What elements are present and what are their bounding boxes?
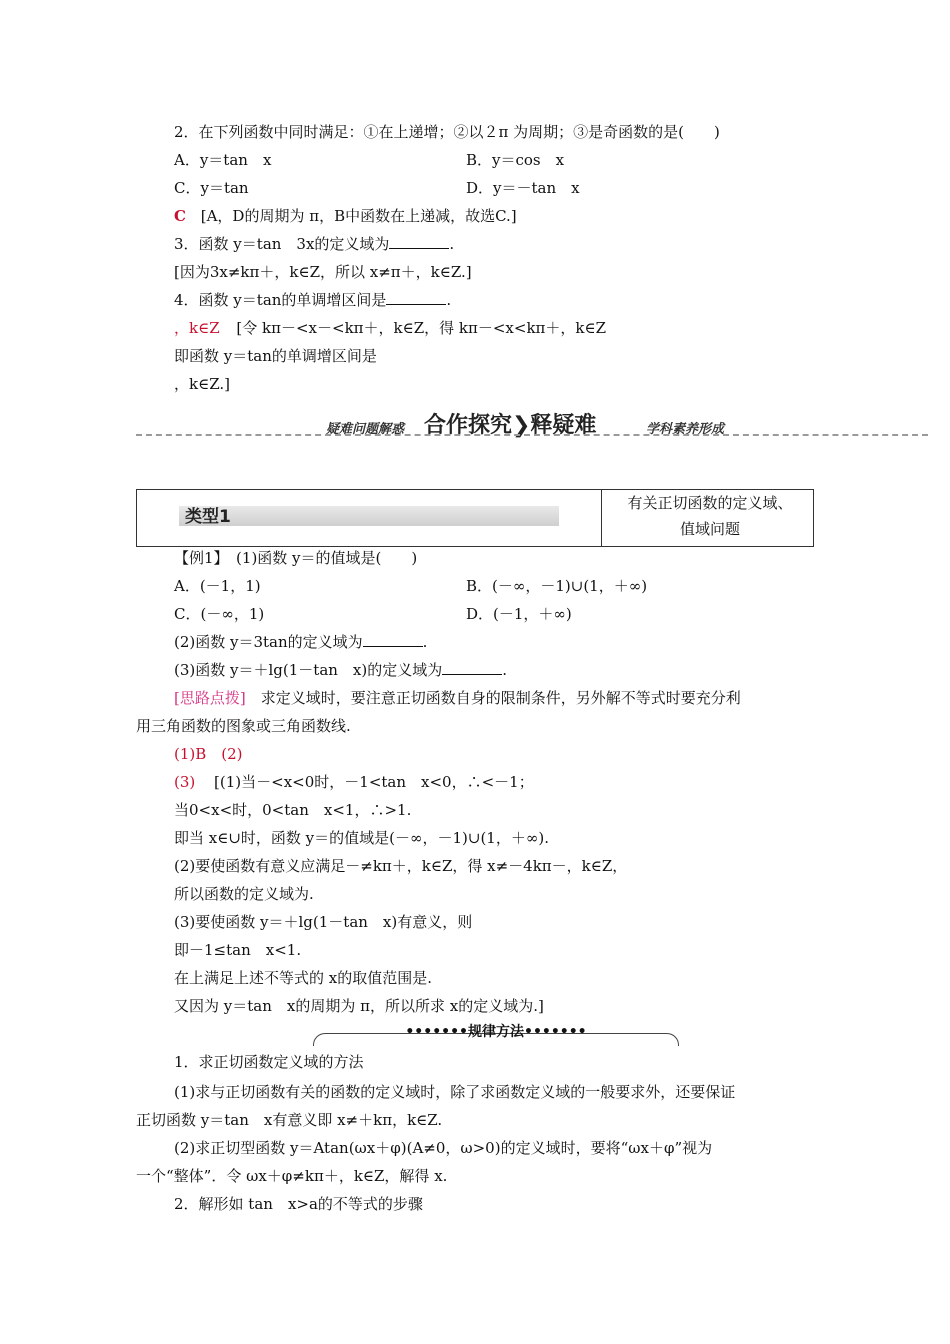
hint-label: [思路点拨] xyxy=(174,689,246,707)
hint-text-line2: 用三角函数的图象或三角函数线. xyxy=(136,717,351,735)
q3-stem-line xyxy=(174,234,454,254)
type-title-line2: 值域问题 xyxy=(679,520,740,538)
solution-text-1: [(1)当－<x<0时，－1<tan x<0，∴<－1； xyxy=(214,773,534,791)
hint-text: 求定义域时，要注意正切函数自身的限制条件，另外解不等式时要充分利 xyxy=(245,689,741,707)
q4-explanation: [令 kπ－<x－<kπ＋，k∈Z，得 kπ－<x<kπ＋，k∈Z xyxy=(236,319,607,337)
answer-blank xyxy=(442,660,502,675)
method-heading-2: 2．解形如 tan x>a的不等式的步骤 xyxy=(174,1195,423,1213)
solution-answers-1-2: (1)B (2) xyxy=(174,745,243,763)
type-title xyxy=(607,490,813,542)
q2-option-d: D．y＝－tan x xyxy=(466,179,580,197)
method-para2-line1: (2)求正切型函数 y＝Atan(ωx＋φ)(A≠0，ω>0)的定义域时，要将“ωx＋φ”视为 xyxy=(174,1139,713,1157)
type-title-line1: 有关正切函数的定义域、 xyxy=(627,494,793,512)
method-para1-line2: 正切函数 y＝tan x有意义即 x≠＋kπ，k∈Z. xyxy=(136,1111,443,1129)
solution-line5: 所以函数的定义域为. xyxy=(174,885,314,903)
banner-dashed-rule xyxy=(136,434,928,436)
q2-stem: 2．在下列函数中同时满足：①在上递增；②以２π 为周期；③是奇函数的是( ) xyxy=(174,123,720,141)
type-label-bar xyxy=(179,506,559,526)
q2-explanation: [A，D的周期为 π，B中函数在上递减，故选C.] xyxy=(200,207,517,225)
solution-line9: 又因为 y＝tan x的周期为 π，所以所求 x的定义域为.] xyxy=(174,997,544,1015)
q3-stem: 3．函数 y＝tan 3x的定义域为 xyxy=(174,235,390,253)
method-para2-line2: 一个“整体”．令 ωx＋φ≠kπ＋，k∈Z，解得 x. xyxy=(136,1167,448,1185)
q4-stem-line xyxy=(174,290,451,310)
banner-left-caption: 疑难问题解惑 xyxy=(326,422,405,437)
q2-option-b: B．y＝cos x xyxy=(466,151,565,169)
method-heading-1: 1．求正切函数定义域的方法 xyxy=(174,1053,364,1071)
q4-answer-line xyxy=(174,318,606,338)
type-label: 类型1 xyxy=(185,507,231,527)
method-title: •••••••规律方法••••••• xyxy=(405,1024,587,1040)
q2-option-a: A．y＝tan x xyxy=(174,151,272,169)
solution-line7: 即－1≤tan x<1. xyxy=(174,941,302,959)
section-banner-title: 合作探究❯释疑难 xyxy=(424,413,597,438)
solution-line3: 即当 x∈∪时，函数 y＝的值域是(－∞，－1)∪(1，＋∞). xyxy=(174,829,549,847)
answer-blank xyxy=(386,290,446,305)
q3-stem-end: . xyxy=(449,235,455,253)
answer-blank xyxy=(389,234,449,249)
example1-part3-end: . xyxy=(502,661,508,679)
q4-stem: 4．函数 y＝tan的单调增区间是 xyxy=(174,291,387,309)
q2-answer: C xyxy=(174,207,186,225)
q4-line2: 即函数 y＝tan的单调增区间是 xyxy=(174,347,377,365)
method-header xyxy=(313,1023,679,1047)
example1-option-d: D．(－1，＋∞) xyxy=(466,605,572,623)
q4-line3: ，k∈Z.] xyxy=(174,375,230,393)
method-para1-line1: (1)求与正切函数有关的函数的定义域时，除了求函数定义域的一般要求外，还要保证 xyxy=(174,1083,736,1101)
q4-stem-end: . xyxy=(446,291,452,309)
banner-right-caption: 学科素养形成 xyxy=(646,422,725,437)
example1-stem: 【例1】 (1)函数 y＝的值域是( ) xyxy=(174,549,418,567)
example1-part2-end: . xyxy=(422,633,428,651)
type-header-box xyxy=(136,489,814,547)
solution-line6: (3)要使函数 y＝＋lg(1－tan x)有意义，则 xyxy=(174,913,473,931)
solution-line1 xyxy=(174,772,534,792)
solution-answer-3: (3) xyxy=(174,773,196,791)
solution-line2: 当0<x<时，0<tan x<1，∴>1. xyxy=(174,801,412,819)
example1-part2-text: (2)函数 y＝3tan的定义域为 xyxy=(174,633,363,651)
answer-blank xyxy=(363,632,423,647)
q4-answer: ，k∈Z xyxy=(174,319,220,337)
q3-explanation: [因为3x≠kπ＋，k∈Z，所以 x≠π＋，k∈Z.] xyxy=(174,263,472,281)
solution-line8: 在上满足上述不等式的 x的取值范围是. xyxy=(174,969,432,987)
hint-line xyxy=(174,688,741,708)
example1-part3 xyxy=(174,660,507,680)
example1-option-b: B．(－∞，－1)∪(1，＋∞) xyxy=(466,577,648,595)
example1-part2 xyxy=(174,632,427,652)
example1-option-c: C．(－∞，1) xyxy=(174,605,265,623)
example1-part3-text: (3)函数 y＝＋lg(1－tan x)的定义域为 xyxy=(174,661,443,679)
example1-option-a: A．(－1，1) xyxy=(174,577,261,595)
type-box-divider xyxy=(601,490,602,546)
q2-answer-line xyxy=(174,206,517,226)
solution-line4: (2)要使函数有意义应满足－≠kπ＋，k∈Z，得 x≠－4kπ－，k∈Z， xyxy=(174,857,628,875)
q2-option-c: C．y＝tan xyxy=(174,179,249,197)
